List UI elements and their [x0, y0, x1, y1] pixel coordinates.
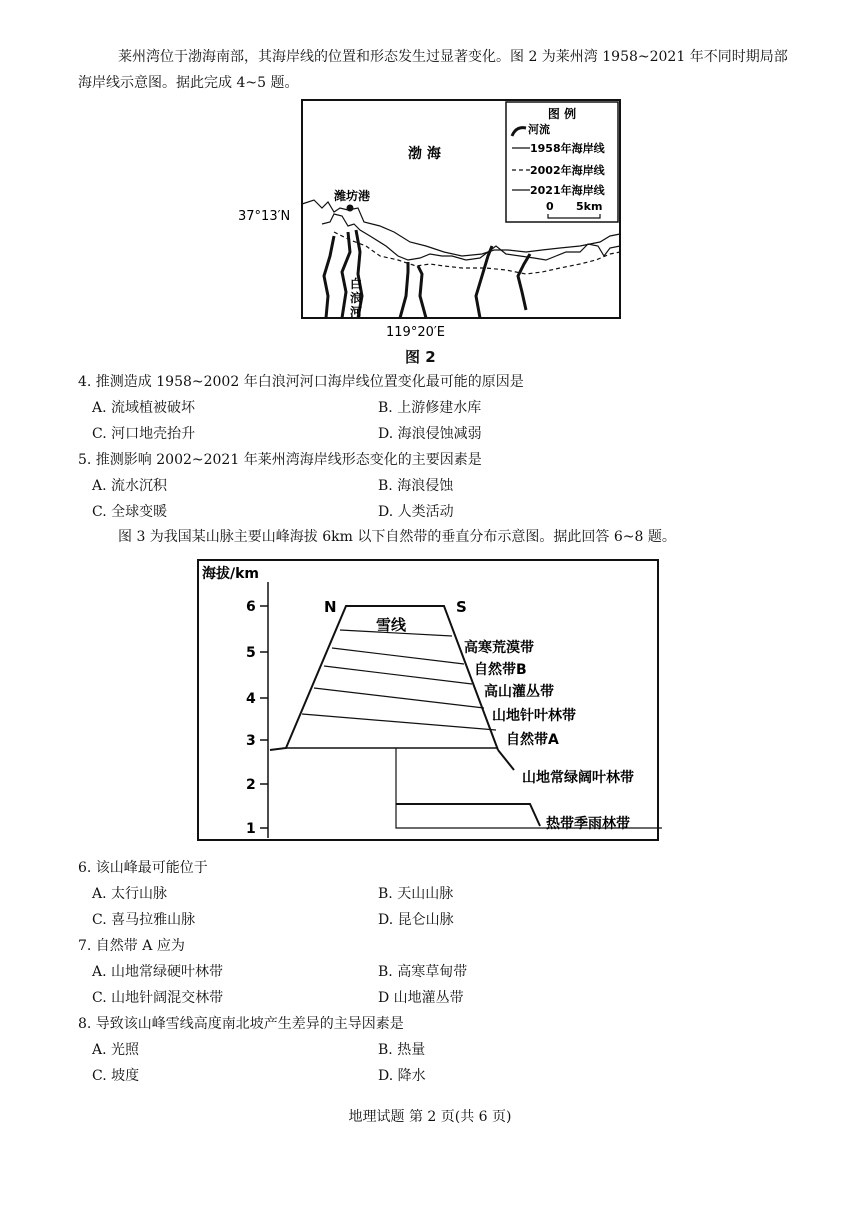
river-label-2: 浪 — [350, 291, 363, 305]
question-5-option-a: A. 流水沉积 — [92, 478, 168, 494]
question-4-option-c: C. 河口地壳抬升 — [92, 426, 196, 442]
question-6-option-c: C. 喜马拉雅山脉 — [92, 912, 196, 928]
sea-label: 渤 海 — [408, 146, 441, 162]
question-4-option-d: D. 海浪侵蚀减弱 — [378, 426, 482, 442]
latitude-label: 37°13′N — [238, 209, 291, 224]
question-7-option-c: C. 山地针阔混交林带 — [92, 990, 224, 1006]
coastline-map — [230, 96, 630, 340]
zone-label-a: 自然带A — [506, 732, 559, 748]
question-8-stem: 8. 导致该山峰雪线高度南北坡产生差异的主导因素是 — [78, 1016, 404, 1032]
legend-title: 图 例 — [547, 107, 577, 121]
question-6-option-b: B. 天山山脉 — [378, 886, 454, 902]
question-8-option-b: B. 热量 — [378, 1042, 426, 1058]
question-7-option-d: D 山地灌丛带 — [378, 990, 464, 1006]
question-6-stem: 6. 该山峰最可能位于 — [78, 860, 208, 876]
question-6-option-a: A. 太行山脉 — [92, 886, 168, 902]
zone-label-tropical: 热带季雨林带 — [546, 816, 630, 832]
question-8-option-c: C. 坡度 — [92, 1068, 140, 1084]
question-4-option-b: B. 上游修建水库 — [378, 400, 482, 416]
river-label-1: 白 — [350, 277, 363, 291]
legend-1958-label: 1958年海岸线 — [530, 142, 605, 155]
tick-4: 4 — [246, 691, 256, 707]
question-4-option-a: A. 流域植被破坏 — [92, 400, 196, 416]
y-axis-label: 海拔/km — [202, 566, 260, 582]
scale-5km: 5km — [576, 200, 603, 213]
snowline-label: 雪线 — [376, 616, 407, 634]
page-footer: 地理试题 第 2 页(共 6 页) — [348, 1109, 512, 1125]
question-5-option-d: D. 人类活动 — [378, 504, 454, 520]
north-label: N — [324, 598, 337, 616]
tick-2: 2 — [246, 777, 256, 793]
zone-label-evergreen: 山地常绿阔叶林带 — [522, 770, 634, 786]
legend-2021-label: 2021年海岸线 — [530, 184, 605, 197]
question-7-option-b: B. 高寒草甸带 — [378, 964, 468, 980]
south-label: S — [456, 598, 467, 616]
figure-2-caption: 图 2 — [405, 348, 436, 366]
tick-3: 3 — [246, 733, 256, 749]
question-7-stem: 7. 自然带 A 应为 — [78, 938, 185, 954]
question-6-option-d: D. 昆仑山脉 — [378, 912, 454, 928]
river-label-3: 河 — [350, 305, 363, 319]
intro-paragraph-2: 图 3 为我国某山脉主要山峰海拔 6km 以下自然带的垂直分布示意图。据此回答 6~8 题。 — [118, 529, 676, 545]
zone-label-alpine-desert: 高寒荒漠带 — [464, 640, 534, 656]
intro-paragraph-1: 莱州湾位于渤海南部，其海岸线的位置和形态发生过显著变化。图 2 为莱州湾 1958~2021 年不同时期局部海岸线示意图。据此完成 4~5 题。 — [78, 49, 788, 91]
question-8-option-a: A. 光照 — [92, 1042, 140, 1058]
weifang-port-marker — [347, 205, 354, 212]
question-5-option-c: C. 全球变暖 — [92, 504, 168, 520]
legend-2002-label: 2002年海岸线 — [530, 164, 605, 177]
zone-label-alpine-shrub: 高山灌丛带 — [484, 684, 554, 700]
question-4-stem: 4. 推测造成 1958~2002 年白浪河河口海岸线位置变化最可能的原因是 — [78, 374, 524, 390]
question-5-option-b: B. 海浪侵蚀 — [378, 478, 454, 494]
tick-5: 5 — [246, 645, 256, 661]
tick-1: 1 — [246, 821, 256, 837]
zone-label-coniferous: 山地针叶林带 — [492, 708, 576, 724]
vertical-zone-diagram — [196, 558, 662, 844]
question-8-option-d: D. 降水 — [378, 1068, 426, 1084]
question-5-stem: 5. 推测影响 2002~2021 年莱州湾海岸线形态变化的主要因素是 — [78, 452, 482, 468]
port-label: 潍坊港 — [334, 189, 371, 203]
legend-river-label: 河流 — [528, 123, 550, 136]
longitude-label: 119°20′E — [386, 325, 446, 340]
scale-zero: 0 — [546, 200, 554, 213]
zone-label-b: 自然带B — [474, 662, 527, 678]
tick-6: 6 — [246, 599, 256, 615]
question-7-option-a: A. 山地常绿硬叶林带 — [92, 964, 224, 980]
